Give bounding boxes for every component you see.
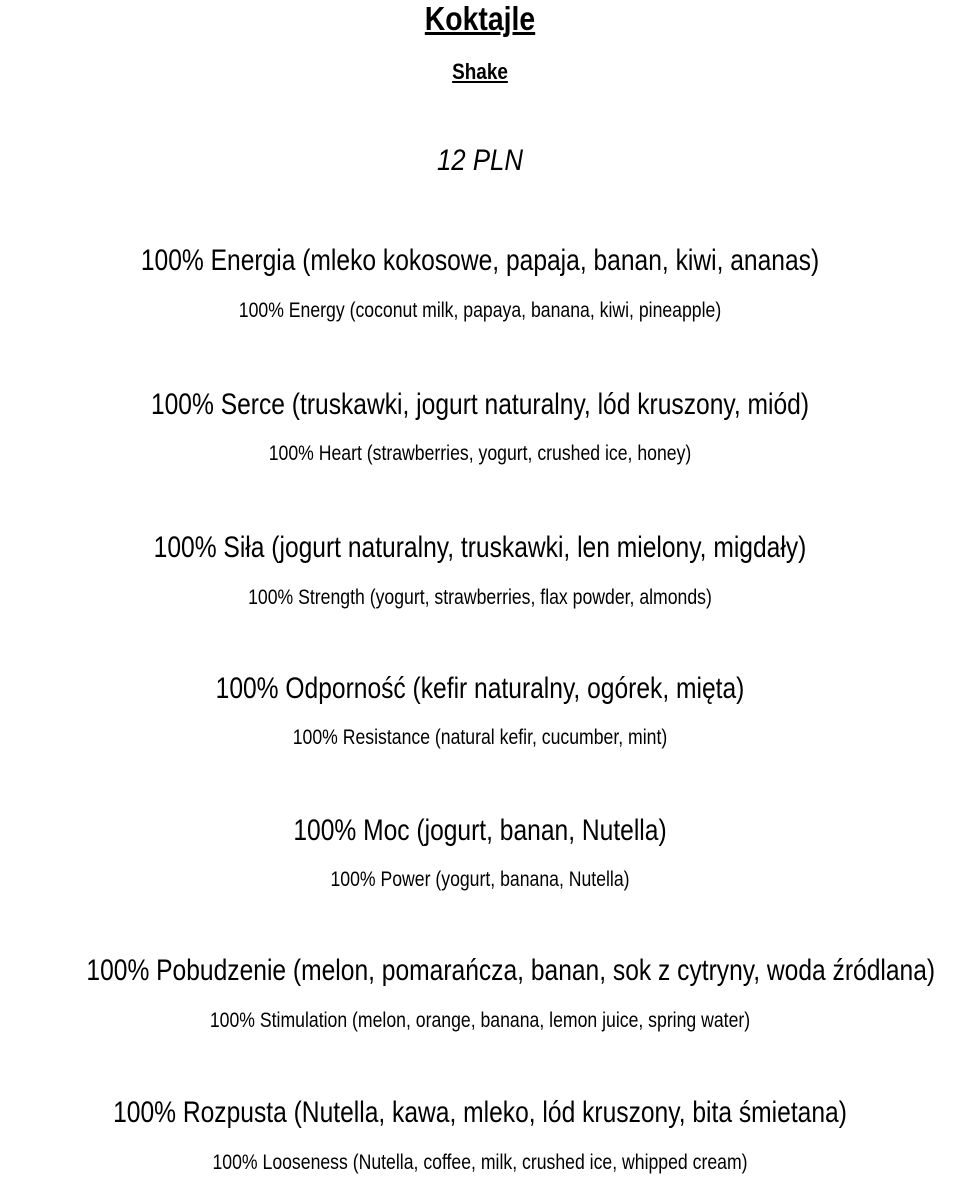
item-rozpusta-en: 100% Looseness (Nutella, coffee, milk, crushed ice, whipped cream) bbox=[212, 1151, 748, 1174]
item-odpornosc-en: 100% Resistance (natural kefir, cucumber, mint) bbox=[292, 726, 668, 749]
item-energia-en: 100% Energy (coconut milk, papaya, banana, kiwi, pineapple) bbox=[238, 299, 722, 322]
price-label: 12 PLN bbox=[436, 144, 524, 177]
page-title: Koktajle bbox=[424, 0, 536, 37]
item-serce-en: 100% Heart (strawberries, yogurt, crushed ice, honey) bbox=[268, 442, 692, 465]
item-energia-pl: 100% Energia (mleko kokosowe, papaja, banan, kiwi, ananas) bbox=[140, 244, 820, 277]
item-sila-en: 100% Strength (yogurt, strawberries, flax powder, almonds) bbox=[248, 586, 712, 609]
item-sila-pl: 100% Siła (jogurt naturalny, truskawki, len mielony, migdały) bbox=[153, 531, 807, 564]
item-serce-pl: 100% Serce (truskawki, jogurt naturalny, lód kruszony, miód) bbox=[150, 388, 810, 421]
item-moc-en: 100% Power (yogurt, banana, Nutella) bbox=[330, 868, 630, 891]
item-pobudzenie-pl: 100% Pobudzenie (melon, pomarańcza, banan, sok z cytryny, woda źródlana) bbox=[86, 954, 936, 987]
item-odpornosc-pl: 100% Odporność (kefir naturalny, ogórek, mięta) bbox=[215, 672, 745, 705]
item-pobudzenie-en: 100% Stimulation (melon, orange, banana, lemon juice, spring water) bbox=[209, 1009, 751, 1032]
item-rozpusta-pl: 100% Rozpusta (Nutella, kawa, mleko, lód kruszony, bita śmietana) bbox=[113, 1096, 847, 1129]
page-subtitle: Shake bbox=[452, 59, 508, 84]
item-moc-pl: 100% Moc (jogurt, banan, Nutella) bbox=[293, 814, 667, 847]
